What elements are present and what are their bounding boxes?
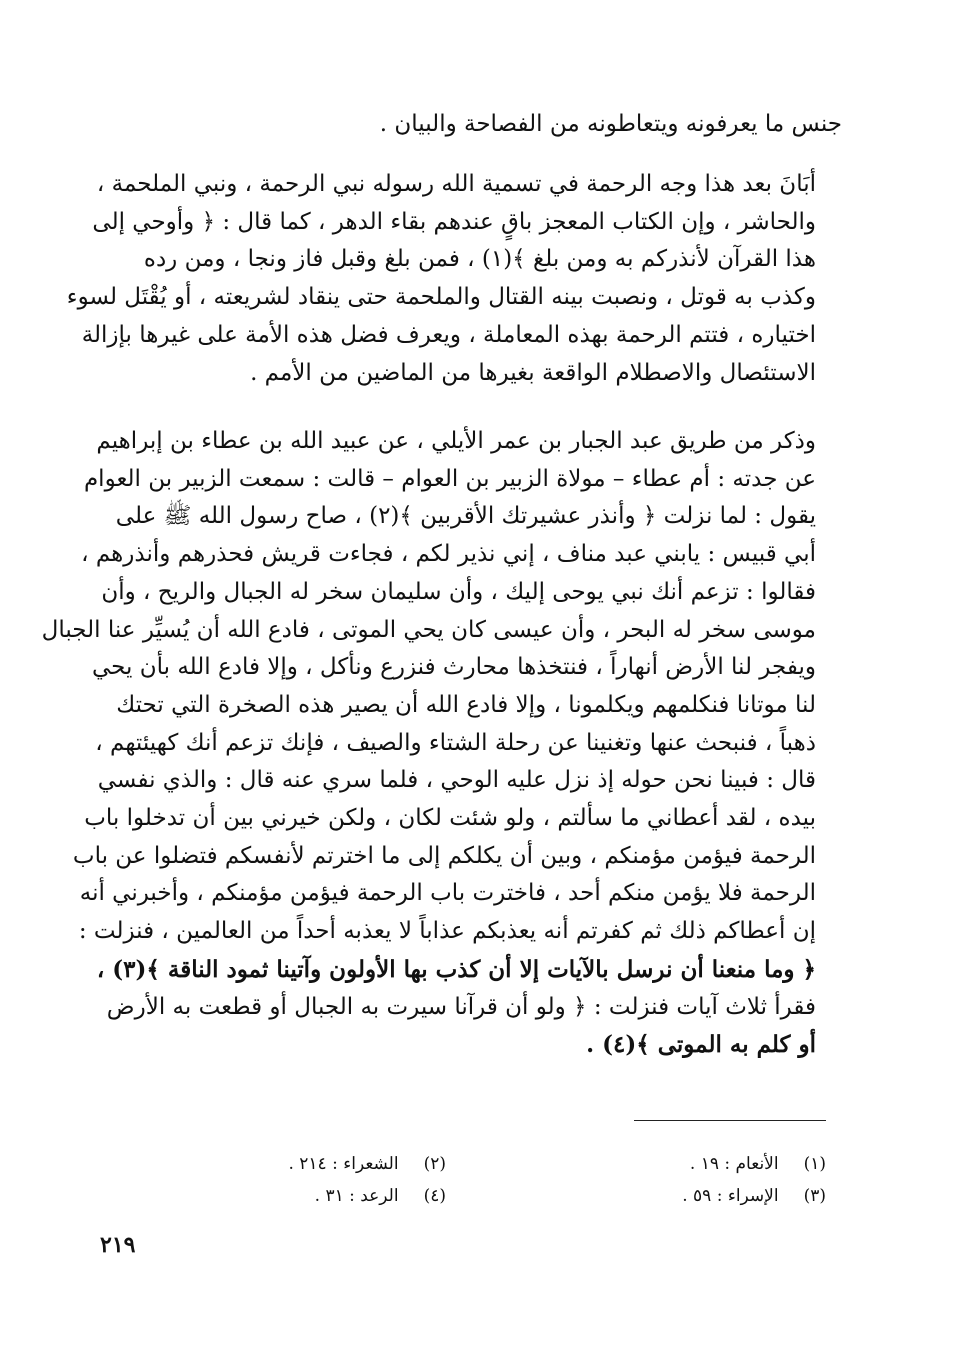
text-line: اختياره ، فتتم الرحمة بهذه المعاملة ، ويعرف فضل هذه الأمة على غيرها بإزالة xyxy=(81,321,816,348)
text-line: إن أعطاكم ذلك ثم كفرتم أنه يعذبكم عذاباً لا يعذبه أحداً من العالمين ، فنزلت : xyxy=(78,918,816,945)
text-line: والحاشر ، وإن الكتاب المعجز باقٍ عندهم بقاء الدهر ، كما قال : ﴿ وأوحي إلى xyxy=(92,208,816,235)
footnote-number: (٢) xyxy=(423,1154,446,1174)
text-line: لنا موتانا فنكلمهم ويكلمونا ، وإلا فادع الله أن يصير هذه الصخرة التي تحتك xyxy=(116,691,816,718)
footnote-text: الشعراء : ٢١٤ . xyxy=(288,1154,399,1174)
text-line: الرحمة فيؤمن مؤمنكم ، وبين أن يكلكم إلى ما اخترتم لأنفسكم فتضلوا عن باب xyxy=(72,842,816,869)
footnote-item xyxy=(288,1148,446,1180)
text-line: أبي قبيس : يابني عبد مناف ، إني نذير لكم ، فجاءت قريش فحذرهم وأنذرهم ، xyxy=(81,541,816,568)
footnote-item xyxy=(690,1148,826,1180)
footnote-number: (٣) xyxy=(803,1186,826,1206)
footnote-number: (١) xyxy=(803,1154,826,1174)
text-line: ذهباً ، فنبحث عنها وتغنينا عن رحلة الشتاء والصيف ، فإنك تزعم أنك كهيئتهم ، xyxy=(95,729,816,756)
text-line: أبَانَ بعد هذا وجه الرحمة في تسمية الله رسوله نبي الرحمة ، ونبي الملحمة ، xyxy=(96,171,816,197)
paragraph-narration xyxy=(41,423,842,1064)
text-line: فقالوا : تزعم أنك نبي يوحى إليك ، وأن سليمان سخر له الجبال والريح ، وأن xyxy=(101,578,816,605)
page-number: ٢١٩ xyxy=(100,1232,136,1258)
paragraph-mercy-naming xyxy=(66,166,842,392)
footnote-item xyxy=(682,1180,826,1212)
text-line: جنس ما يعرفونه ويتعاطونه من الفصاحة والبيان . xyxy=(379,111,842,137)
quran-verse-line: ﴿ وما منعنا أن نرسل بالآيات إلا أن كذب بها الأولون وآتينا ثمود الناقة ﴾(٣) ، xyxy=(96,955,816,983)
footnote-text: الإسراء : ٥٩ . xyxy=(682,1186,779,1206)
text-line: الاستئصال والاصطلام الواقعة بغيرها من الماضين من الأمم . xyxy=(250,359,816,386)
paragraph-continuation xyxy=(110,106,842,144)
text-line: يقول : لما نزلت ﴿ وأنذر عشيرتك الأقربين ﴾(٢) ، صاح رسول الله ﷺ على xyxy=(115,503,816,530)
text-line: بيده ، لقد أعطاني ما سألتم ، ولو شئت لكان ، ولكن خيرني بين أن تدخلوا باب xyxy=(84,805,816,832)
footnote-text: الرعد : ٣١ . xyxy=(314,1186,399,1206)
text-line: قال : فبينا نحن حوله إذ نزل عليه الوحي ، فلما سري عنه قال : والذي نفسي xyxy=(97,767,816,794)
text-line: الرحمة فلا يؤمن منكم أحد ، فاخترت باب الرحمة فيؤمن مؤمنكم ، وأخبرني أنه xyxy=(79,880,816,907)
text-line: فقرأ ثلاث آيات فنزلت : ﴿ ولو أن قرآنا سيرت به الجبال أو قطعت به الأرض xyxy=(106,993,816,1020)
text-line: عن جدته : أم عطاء – مولاة الزبير بن العوام – قالت : سمعت الزبير بن العوام xyxy=(83,465,816,492)
text-line: ويفجر لنا الأرض أنهاراً ، فنتخذها محارث فنزرع ونأكل ، وإلا فادع الله بأن يحي xyxy=(91,654,816,681)
text-line: وذكر من طريق عبد الجبار بن عمر الأيلي ، عن عبيد الله بن عطاء بن إبراهيم xyxy=(96,428,816,454)
text-line: هذا القرآن لأنذركم به ومن بلغ ﴾(١) ، فمن بلغ وقبل فاز ونجا ، ومن رده xyxy=(143,246,816,273)
text-line: وكذب به قوتل ، ونصبت بينه القتال والملحمة حتى ينقاد لشريعته ، أو يُقْتَل لسوء xyxy=(66,284,816,311)
quran-verse-line: أو كلم به الموتى ﴾(٤) . xyxy=(586,1031,816,1059)
footnote-divider xyxy=(634,1120,826,1121)
footnote-number: (٤) xyxy=(423,1186,446,1206)
text-line: موسى سخر له البحر ، وأن عيسى كان يحي الموتى ، فادع الله أن يُسيِّر عنا الجبال xyxy=(41,616,816,643)
footnote-text: الأنعام : ١٩ . xyxy=(689,1154,779,1174)
footnote-item xyxy=(315,1180,446,1212)
